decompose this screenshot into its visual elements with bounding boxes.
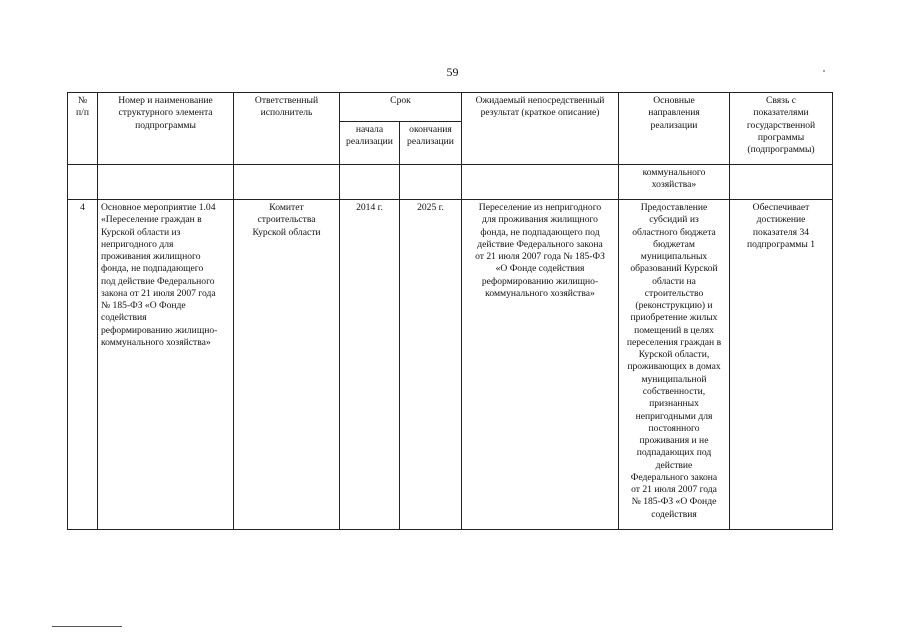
header-term-end: окончания реализации (400, 122, 462, 165)
header-directions: Основные направления реализации (619, 93, 730, 165)
header-name: Номер и наименование структурного элемента подпрограммы (98, 93, 234, 165)
row-link: Обеспечивает достижение показателя 34 подпрограммы 1 (730, 200, 833, 530)
subprogram-table (67, 92, 833, 530)
header-row (68, 93, 833, 122)
header-term-start: начала реализации (340, 122, 400, 165)
scan-speck (823, 70, 825, 72)
header-result: Ожидаемый непосредственный результат (краткое описание) (462, 93, 619, 165)
continuation-directions: коммунального хозяйства» (619, 165, 730, 200)
header-executor: Ответственный исполнитель (234, 93, 340, 165)
row-result: Переселение из непригодного для проживания жилищного фонда, не подпадающего под действие Федерального закона от 21 июля 2007 года № 185-ФЗ «О Фонде содействия реформированию жилищно- коммунального хозяйства» (462, 200, 619, 530)
page-number: 59 (446, 65, 459, 79)
header-link: Связь с показателями государственной программы (подпрограммы) (730, 93, 833, 165)
header-num: № п/п (68, 93, 98, 165)
row-num: 4 (68, 200, 98, 530)
row-name: Основное мероприятие 1.04 «Переселение граждан в Курской области из непригодного для проживания жилищного фонда, не подпадающего под действие Федерального закона от 21 июля 2007 года № 185-ФЗ «О Фонде содействия реформированию жилищно- коммунального хозяйства» (98, 200, 234, 530)
row-directions: Предоставление субсидий из областного бюджета бюджетам муниципальных образований Курской области на строительство (реконструкцию) и приобретение жилых помещений в целях переселения граждан в Курской области, проживающих в домах муниципальной собственности, признанных непригодными для постоянного проживания и не подпадающих под действие Федерального закона от 21 июля 2007 года № 185-ФЗ «О Фонде содействия (619, 200, 730, 530)
row-executor: Комитет строительства Курской области (234, 200, 340, 530)
continuation-row (68, 165, 833, 200)
row-start: 2014 г. (340, 200, 400, 530)
table-row (68, 200, 833, 530)
header-term: Срок (340, 93, 462, 122)
footer-rule (52, 626, 122, 627)
row-end: 2025 г. (400, 200, 462, 530)
